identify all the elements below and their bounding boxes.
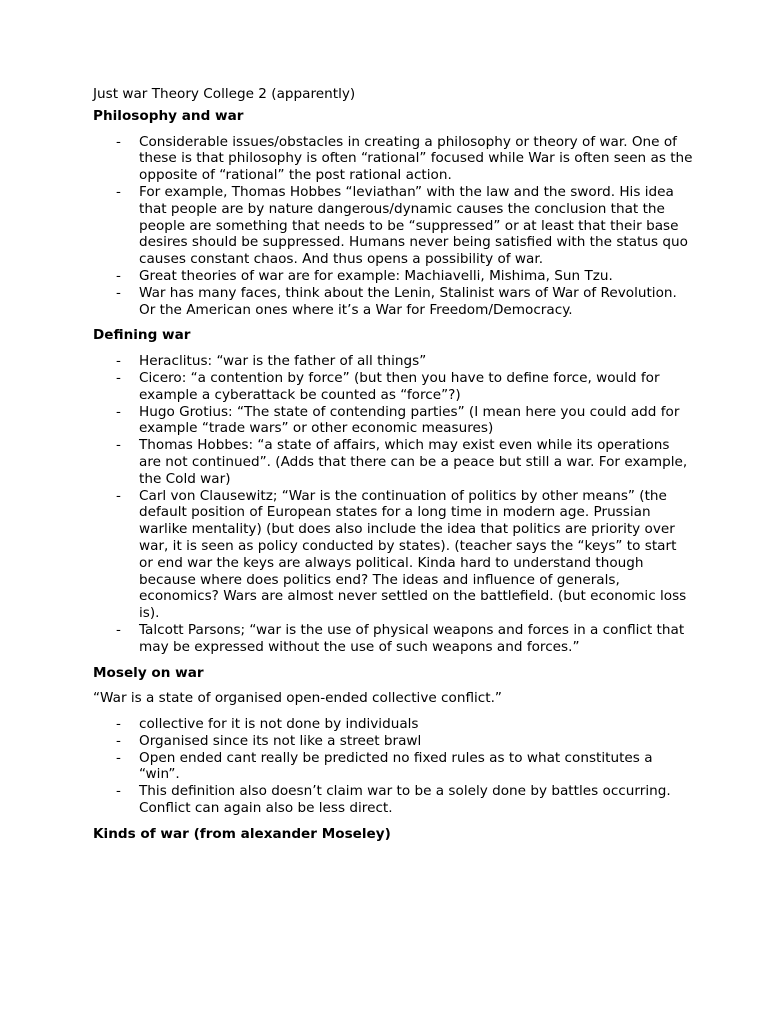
section-heading-defining: Defining war [93, 327, 191, 344]
list-item: - War has many faces, think about the Lenin, Stalinist wars of War of Revolution. Or the American ones where it’s a War for Freedom/Democracy. [93, 285, 693, 319]
list-item: - Carl von Clausewitz; “War is the continuation of politics by other means” (the default position of European states for a long time in modern age. Prussian warlike mentality) (but does also include the idea that politics are priority over war, it is seen as policy conducted by states). (teacher says the “keys” to start or end war the keys are always political. Kinda hard to understand though because where does politics end? The ideas and influence of generals, economics? Wars are almost never settled on the battlefield. (but economic loss is). [93, 488, 693, 622]
section-heading-kinds: Kinds of war (from alexander Moseley) [93, 825, 391, 842]
list-item: - For example, Thomas Hobbes “leviathan” with the law and the sword. His idea that people are by nature dangerous/dynamic causes the conclusion that the people are something that needs to be “suppressed” or at least that their base desires should be suppressed. Humans never being satisfied with the status quo causes constant chaos. And thus opens a possibility of war. [93, 184, 693, 268]
list-item: - Open ended cant really be predicted no fixed rules as to what constitutes a “win”. [93, 750, 693, 784]
list-item: - collective for it is not done by individuals [93, 716, 693, 733]
list-item: - Thomas Hobbes: “a state of affairs, which may exist even while its operations are not continued”. (Adds that there can be a peace but still a war. For example, the Cold war) [93, 437, 693, 487]
section-list-defining [93, 353, 693, 655]
mosely-quote: “War is a state of organised open-ended collective conflict.” [93, 690, 502, 707]
list-item: - Talcott Parsons; “war is the use of physical weapons and forces in a conflict that may be expressed without the use of such weapons and forces.” [93, 622, 693, 656]
list-item: - Cicero: “a contention by force” (but then you have to define force, would for example a cyberattack be counted as “force”?) [93, 370, 693, 404]
section-heading-mosely: Mosely on war [93, 664, 204, 681]
document-content [93, 86, 693, 852]
list-item: - Hugo Grotius: “The state of contending parties” (I mean here you could add for example “trade wars” or other economic measures) [93, 404, 693, 438]
list-item: - This definition also doesn’t claim war to be a solely done by battles occurring. Conflict can again also be less direct. [93, 783, 693, 817]
list-item: - Heraclitus: “war is the father of all things” [93, 353, 693, 370]
list-item: - Considerable issues/obstacles in creating a philosophy or theory of war. One of these is that philosophy is often “rational” focused while War is often seen as the opposite of “rational” the post rational action. [93, 134, 693, 184]
list-item: - Organised since its not like a street brawl [93, 733, 693, 750]
section-list-philosophy [93, 134, 693, 319]
list-item: - Great theories of war are for example: Machiavelli, Mishima, Sun Tzu. [93, 268, 693, 285]
section-heading-philosophy: Philosophy and war [93, 107, 244, 124]
document-title: Just war Theory College 2 (apparently) [93, 86, 356, 102]
section-list-mosely [93, 716, 693, 817]
